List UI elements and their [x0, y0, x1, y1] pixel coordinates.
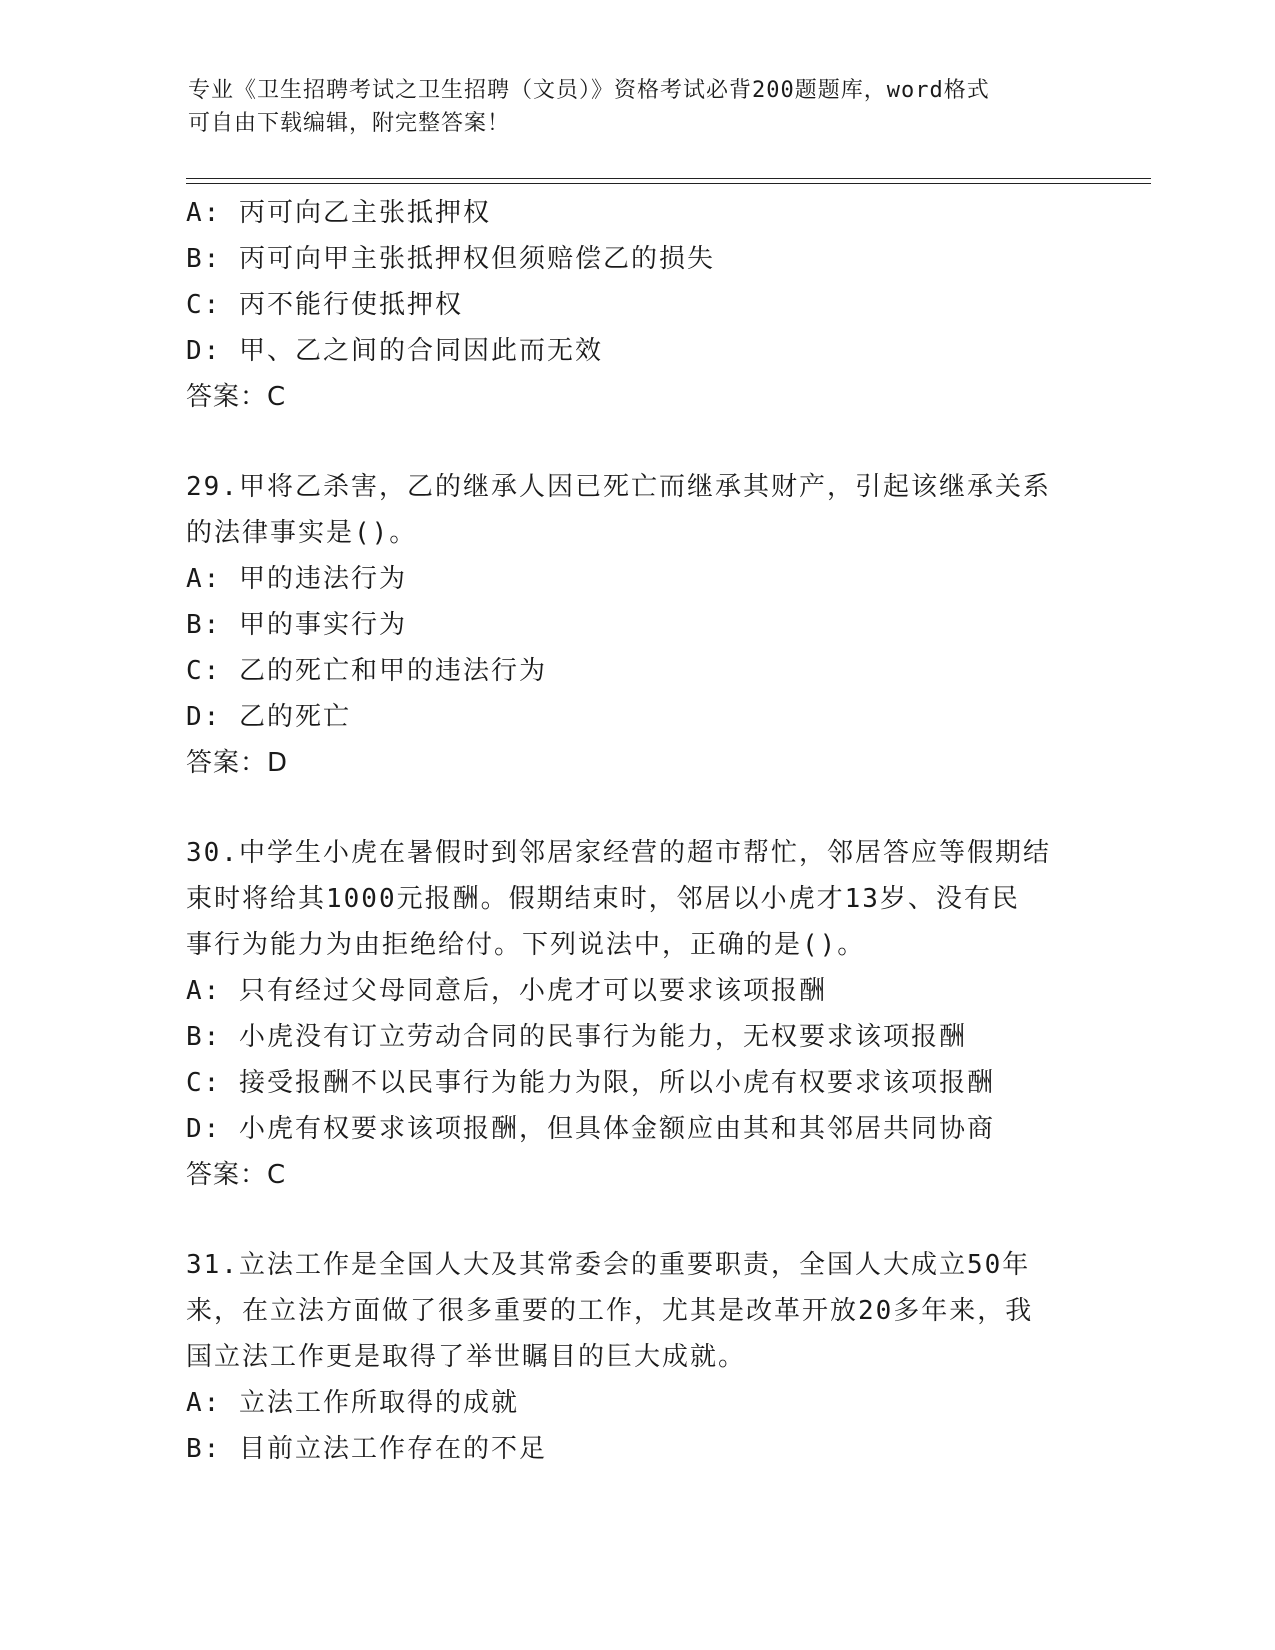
option-a: A: 立法工作所取得的成就	[186, 1388, 519, 1418]
question-text-line: 30.中学生小虎在暑假时到邻居家经营的超市帮忙，邻居答应等假期结	[186, 838, 1051, 868]
question-text-line: 的法律事实是()。	[186, 518, 418, 548]
header-title-line-1: 专业《卫生招聘考试之卫生招聘（文员）》资格考试必背200题题库，word格式	[188, 78, 990, 103]
header-divider-top	[186, 178, 1151, 179]
option-a: A: 丙可向乙主张抵押权	[186, 198, 491, 228]
option-b: B: 甲的事实行为	[186, 610, 407, 640]
option-a: A: 甲的违法行为	[186, 564, 407, 594]
spacer	[186, 786, 1086, 830]
question-29	[186, 464, 1086, 786]
question-text-line: 国立法工作更是取得了举世瞩目的巨大成就。	[186, 1342, 747, 1372]
question-text-line: 束时将给其1000元报酬。假期结束时，邻居以小虎才13岁、没有民	[186, 884, 1020, 914]
option-b: B: 小虎没有订立劳动合同的民事行为能力，无权要求该项报酬	[186, 1022, 967, 1052]
document-header	[188, 74, 1088, 140]
question-31	[186, 1242, 1086, 1472]
question-list	[186, 190, 1086, 1472]
answer-line: 答案：D	[186, 748, 289, 778]
option-c: C: 接受报酬不以民事行为能力为限，所以小虎有权要求该项报酬	[186, 1068, 995, 1098]
spacer	[186, 420, 1086, 464]
header-title-line-2: 可自由下载编辑，附完整答案！	[188, 111, 511, 136]
option-a: A: 只有经过父母同意后，小虎才可以要求该项报酬	[186, 976, 827, 1006]
option-b: B: 丙可向甲主张抵押权但须赔偿乙的损失	[186, 244, 715, 274]
answer-line: 答案：C	[186, 382, 287, 412]
option-b: B: 目前立法工作存在的不足	[186, 1434, 547, 1464]
question-28-continued	[186, 190, 1086, 420]
question-30	[186, 830, 1086, 1198]
option-d: D: 小虎有权要求该项报酬，但具体金额应由其和其邻居共同协商	[186, 1114, 995, 1144]
question-text-line: 29.甲将乙杀害，乙的继承人因已死亡而继承其财产，引起该继承关系	[186, 472, 1051, 502]
question-text-line: 事行为能力为由拒绝给付。下列说法中，正确的是()。	[186, 930, 866, 960]
answer-line: 答案：C	[186, 1160, 287, 1190]
option-d: D: 乙的死亡	[186, 702, 351, 732]
question-text-line: 来，在立法方面做了很多重要的工作，尤其是改革开放20多年来，我	[186, 1296, 1034, 1326]
header-divider-bottom	[186, 183, 1151, 184]
spacer	[186, 1198, 1086, 1242]
question-text-line: 31.立法工作是全国人大及其常委会的重要职责，全国人大成立50年	[186, 1250, 1031, 1280]
option-c: C: 丙不能行使抵押权	[186, 290, 463, 320]
option-d: D: 甲、乙之间的合同因此而无效	[186, 336, 603, 366]
option-c: C: 乙的死亡和甲的违法行为	[186, 656, 547, 686]
